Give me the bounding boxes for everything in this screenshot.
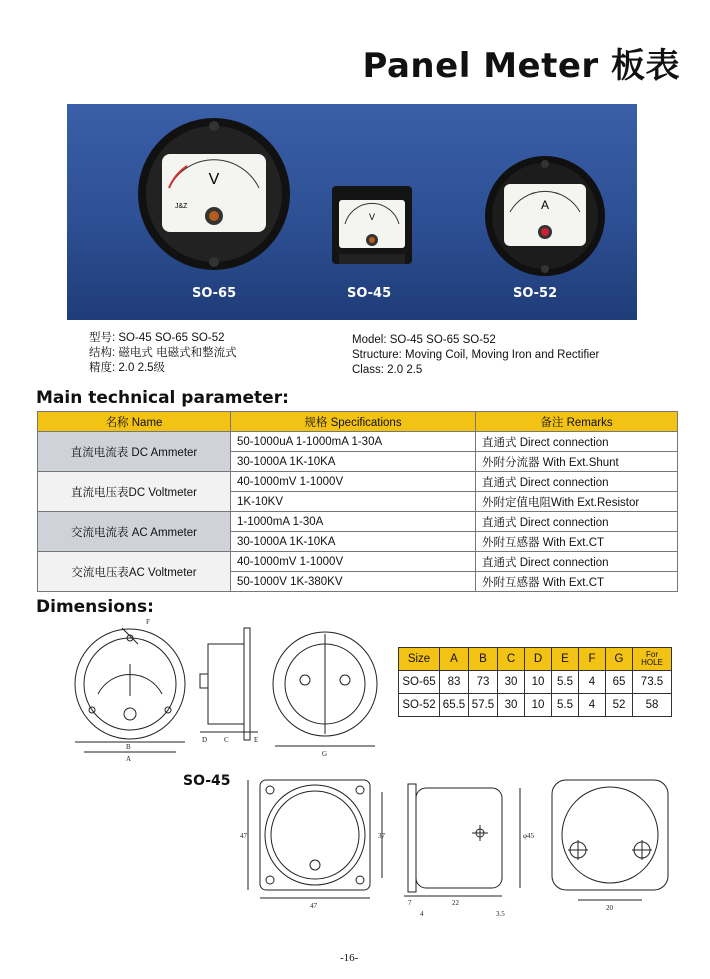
dimensions-table (398, 647, 672, 717)
specs-chinese (89, 331, 237, 376)
dims-header-g: G (606, 648, 633, 671)
param-remark: 直通式 Direct connection (476, 432, 678, 452)
param-group-name: 直流电流表 DC Ammeter (38, 432, 231, 472)
so45-dim-h47: 47 (240, 832, 247, 840)
param-remark: 外附分流器 With Ext.Shunt (476, 452, 678, 472)
so45-dim-d45: φ45 (523, 832, 535, 840)
spec-en-model: Model: SO-45 SO-65 SO-52 (352, 334, 496, 346)
dims-header-e: E (552, 648, 579, 671)
dims-header-f: F (579, 648, 606, 671)
so45-dim-d7: 7 (408, 899, 412, 907)
param-spec: 30-1000A 1K-10KA (231, 452, 476, 472)
photo-label-so65: SO-65 (192, 286, 237, 301)
so45-dim-d22: 22 (452, 899, 459, 907)
photo-label-so52: SO-52 (513, 286, 558, 301)
table-row (38, 472, 678, 492)
dimension-drawing-so45 (240, 770, 680, 920)
param-spec: 1-1000mA 1-30A (231, 512, 476, 532)
meter-so45-image (332, 186, 412, 264)
dims-header-c: C (498, 648, 525, 671)
dims-header-d: D (525, 648, 552, 671)
params-header-remarks: 备注 Remarks (476, 412, 678, 432)
param-spec: 40-1000mV 1-1000V (231, 472, 476, 492)
dim-label-e: E (254, 736, 259, 744)
meter-letter-1: V (208, 171, 220, 188)
dimension-drawing-round (70, 614, 390, 774)
page-title: Panel Meter 板表 (362, 46, 680, 86)
meter-so52-image (485, 156, 605, 276)
params-header-name: 名称 Name (38, 412, 231, 432)
param-spec: 50-1000uA 1-1000mA 1-30A (231, 432, 476, 452)
specs-english (352, 333, 599, 378)
param-spec: 30-1000A 1K-10KA (231, 532, 476, 552)
dim-label-g: G (322, 750, 328, 758)
table-row (38, 512, 678, 532)
dims-header-size: Size (399, 648, 440, 671)
dims-header-hole: For HOLE (633, 648, 672, 671)
page-number: -16- (340, 952, 359, 964)
so45-dim-d20: 20 (606, 904, 613, 912)
spec-cn-model: 型号: SO-45 SO-65 SO-52 (89, 332, 225, 344)
so45-dim-d35: 3.5 (496, 910, 505, 918)
param-remark: 直通式 Direct connection (476, 512, 678, 532)
meter-letter-3: A (540, 198, 550, 212)
so45-dim-d4: 4 (420, 910, 424, 918)
param-group-name: 直流电压表DC Voltmeter (38, 472, 231, 512)
product-photo (67, 104, 637, 320)
param-remark: 直通式 Direct connection (476, 552, 678, 572)
dim-label-b: B (126, 743, 131, 751)
param-remark: 外附互感器 With Ext.CT (476, 532, 678, 552)
spec-en-structure: Structure: Moving Coil, Moving Iron and Rectifier (352, 349, 600, 361)
so45-dim-h37: 37 (378, 832, 385, 840)
meter-so65-image (138, 118, 290, 270)
param-remark: 直通式 Direct connection (476, 472, 678, 492)
dim-label-a: A (126, 755, 132, 763)
table-row: SO-52 65.5 57.5 30 10 5.5 4 52 58 (399, 694, 672, 717)
param-group-name: 交流电压表AC Voltmeter (38, 552, 231, 592)
dim-label-f: F (146, 618, 150, 626)
param-spec: 1K-10KV (231, 492, 476, 512)
so45-dim-w47: 47 (310, 902, 317, 910)
meter-letter-2: V (368, 212, 376, 222)
table-row (38, 432, 678, 452)
svg-text:J&Z: J&Z (175, 203, 188, 210)
dims-header-a: A (440, 648, 469, 671)
spec-cn-accuracy: 精度: 2.0 2.5级 (89, 362, 166, 374)
dim-label-c: C (224, 736, 229, 744)
param-remark: 外附定值电阻With Ext.Resistor (476, 492, 678, 512)
param-group-name: 交流电流表 AC Ammeter (38, 512, 231, 552)
table-row: SO-65 83 73 30 10 5.5 4 65 73.5 (399, 671, 672, 694)
params-table (37, 411, 678, 592)
params-header-spec: 规格 Specifications (231, 412, 476, 432)
dim-label-d: D (202, 736, 208, 744)
table-row (38, 552, 678, 572)
photo-label-so45: SO-45 (347, 286, 392, 301)
spec-en-class: Class: 2.0 2.5 (352, 364, 423, 376)
spec-cn-structure: 结构: 磁电式 电磁式和整流式 (89, 347, 237, 359)
param-spec: 40-1000mV 1-1000V (231, 552, 476, 572)
so45-title: SO-45 (183, 773, 231, 789)
params-heading: Main technical parameter: (36, 388, 289, 408)
param-spec: 50-1000V 1K-380KV (231, 572, 476, 592)
dimensions-heading: Dimensions: (36, 597, 154, 617)
param-remark: 外附互感器 With Ext.CT (476, 572, 678, 592)
dims-header-b: B (469, 648, 498, 671)
